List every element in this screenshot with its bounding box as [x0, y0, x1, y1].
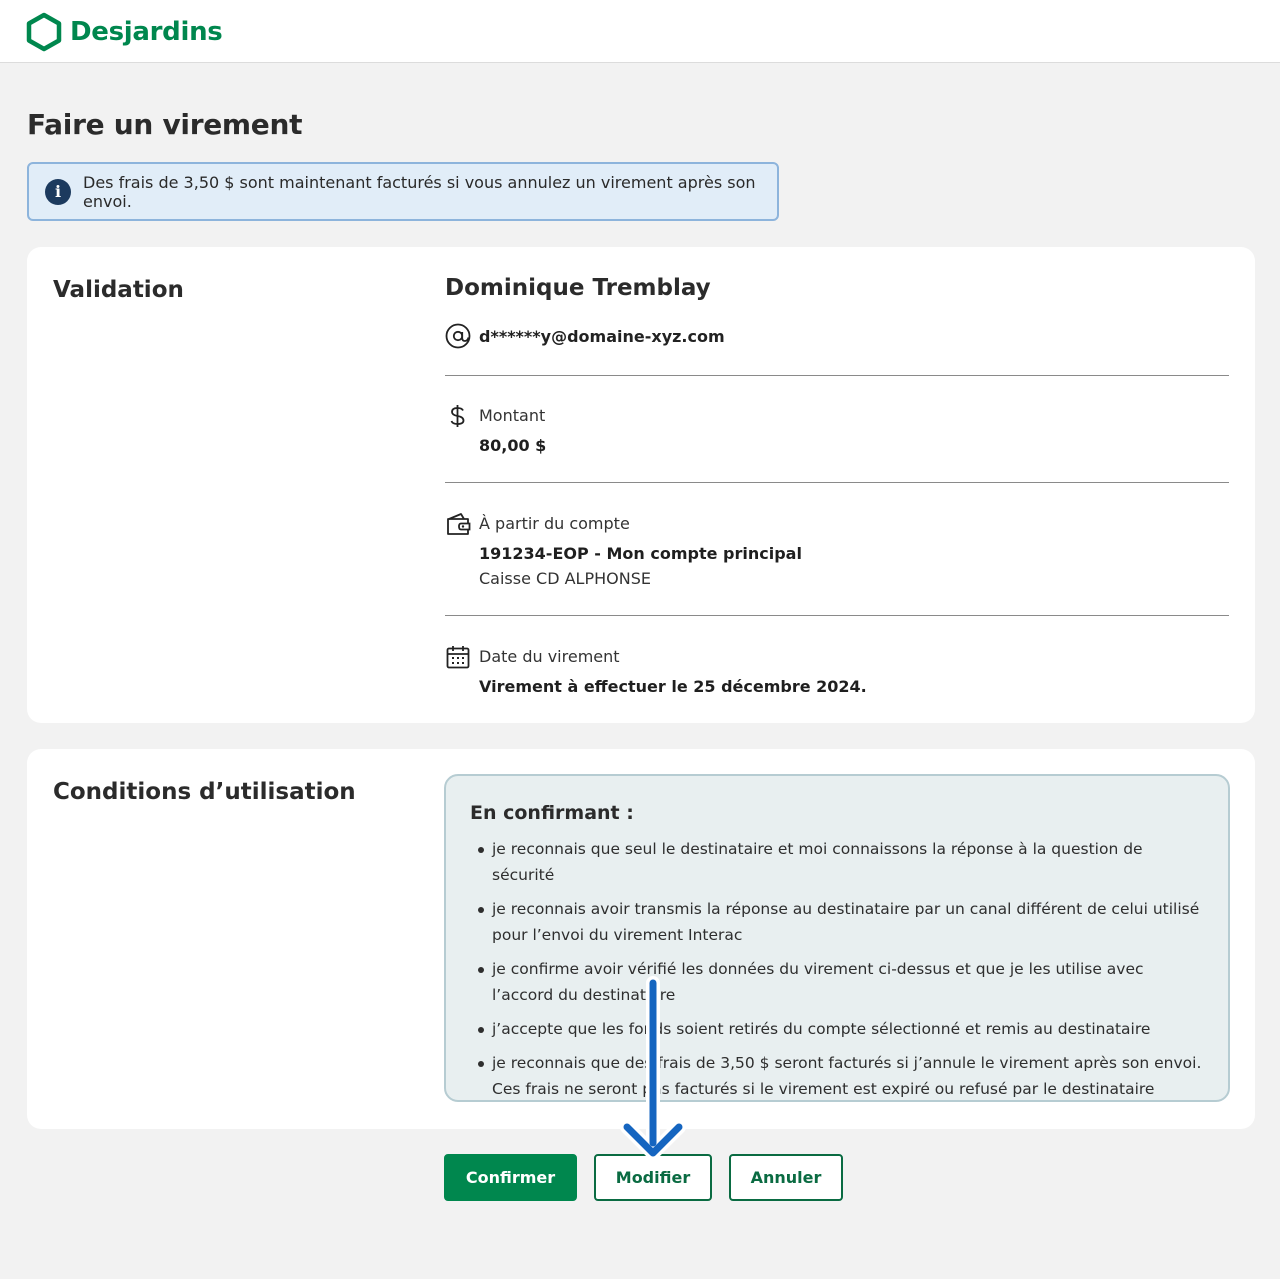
amount-label: Montant [479, 406, 546, 425]
amount-value: 80,00 $ [479, 436, 547, 455]
recipient-email: d******y@domaine-xyz.com [479, 326, 725, 346]
info-banner [27, 162, 779, 221]
at-sign-icon [445, 323, 471, 349]
from-account-label: À partir du compte [479, 514, 630, 533]
from-account-value: 191234-EOP - Mon compte principal [479, 544, 802, 563]
conditions-box [444, 774, 1230, 1102]
dollar-sign-icon [445, 403, 471, 429]
wallet-icon [445, 511, 471, 537]
calendar-icon [445, 644, 471, 670]
confirm-button[interactable]: Confirmer [444, 1154, 577, 1201]
desjardins-logo[interactable] [26, 12, 222, 52]
recipient-email-row [445, 323, 725, 349]
validation-card [27, 247, 1255, 723]
transfer-date-value: Virement à effectuer le 25 décembre 2024. [479, 677, 867, 696]
divider [445, 615, 1229, 616]
hexagon-logo-icon [26, 12, 62, 52]
info-banner-text: Des frais de 3,50 $ sont maintenant facturés si vous annulez un virement après son envoi. [83, 172, 756, 211]
conditions-heading: En confirmant : [470, 802, 634, 824]
cancel-button[interactable]: Annuler [729, 1154, 843, 1201]
condition-item: je reconnais avoir transmis la réponse au destinataire par un canal différent de celui utilisé pour l’envoi du virement Interac [470, 896, 1204, 948]
recipient-name: Dominique Tremblay [445, 275, 711, 301]
top-bar [0, 0, 1280, 63]
info-icon: i [45, 179, 71, 205]
transfer-date-label: Date du virement [479, 647, 620, 666]
conditions-section-title: Conditions d’utilisation [53, 779, 356, 805]
modify-button[interactable]: Modifier [594, 1154, 712, 1201]
condition-item: je reconnais que seul le destinataire et moi connaissons la réponse à la question de sécurité [470, 836, 1204, 888]
conditions-list [470, 836, 1204, 1102]
condition-item: j’accepte que les fonds soient retirés du compte sélectionné et remis au destinataire [470, 1016, 1204, 1042]
divider [445, 375, 1229, 376]
brand-name: Desjardins [70, 17, 223, 47]
from-account-branch: Caisse CD ALPHONSE [479, 569, 651, 588]
validation-section-title: Validation [53, 277, 184, 303]
page-title: Faire un virement [27, 108, 303, 141]
condition-item: je reconnais que des frais de 3,50 $ seront facturés si j’annule le virement après son envoi. Ces frais ne seront pas facturés si le virement est expiré ou refusé par le destinataire [470, 1050, 1204, 1102]
condition-item: je confirme avoir vérifié les données du virement ci-dessus et que je les utilise avec l’accord du destinataire [470, 956, 1204, 1008]
divider [445, 482, 1229, 483]
conditions-card [27, 749, 1255, 1129]
